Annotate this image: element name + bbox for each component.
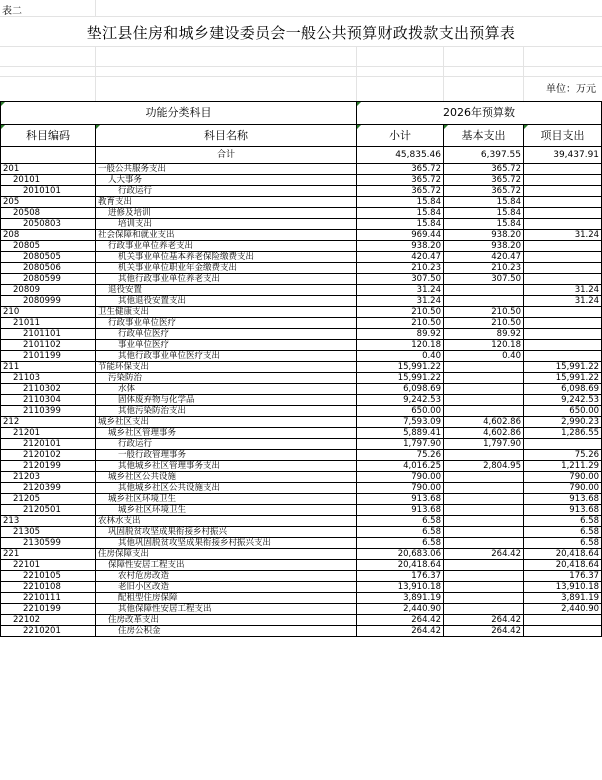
row-total: 2,440.90: [357, 604, 444, 615]
row-name: 行政事业单位医疗: [96, 318, 357, 329]
row-project: [524, 626, 602, 637]
row-total: 89.92: [357, 329, 444, 340]
row-code: 210: [1, 307, 96, 318]
total-sum: 45,835.46: [357, 147, 444, 164]
row-name: 节能环保支出: [96, 362, 357, 373]
row-total: 6.58: [357, 527, 444, 538]
row-basic: 264.42: [444, 615, 524, 626]
table-row: [1, 307, 602, 318]
row-code: 20809: [1, 285, 96, 296]
header-project: 项目支出: [524, 125, 602, 147]
row-name: 其他巩固脱贫攻坚成果衔接乡村振兴支出: [96, 538, 357, 549]
row-code: 208: [1, 230, 96, 241]
row-project: [524, 329, 602, 340]
table-row: [1, 164, 602, 175]
table-row: [1, 197, 602, 208]
header-function-category: 功能分类科目: [1, 102, 357, 125]
row-project: 790.00: [524, 483, 602, 494]
table-row: [1, 615, 602, 626]
row-name: 老旧小区改造: [96, 582, 357, 593]
row-name: 一般公共服务支出: [96, 164, 357, 175]
row-total: 420.47: [357, 252, 444, 263]
row-total: 13,910.18: [357, 582, 444, 593]
table-row: [1, 175, 602, 186]
table-row: [1, 571, 602, 582]
row-name: 其他保障性安居工程支出: [96, 604, 357, 615]
table-row: [1, 219, 602, 230]
row-name: 事业单位医疗: [96, 340, 357, 351]
header-basic: 基本支出: [444, 125, 524, 147]
row-code: 2210108: [1, 582, 96, 593]
row-project: 15,991.22: [524, 373, 602, 384]
table-row: [1, 296, 602, 307]
row-name: 其他城乡社区公共设施支出: [96, 483, 357, 494]
row-project: [524, 197, 602, 208]
row-code: 2080505: [1, 252, 96, 263]
table-row: [1, 417, 602, 428]
table-row: [1, 505, 602, 516]
row-project: [524, 175, 602, 186]
row-total: 913.68: [357, 494, 444, 505]
row-basic: [444, 395, 524, 406]
row-name: 城乡社区环境卫生: [96, 505, 357, 516]
row-code: 2210111: [1, 593, 96, 604]
row-basic: 15.84: [444, 208, 524, 219]
row-total: 650.00: [357, 406, 444, 417]
row-name: 水体: [96, 384, 357, 395]
row-code: 2050803: [1, 219, 96, 230]
row-project: 6,098.69: [524, 384, 602, 395]
row-code: 201: [1, 164, 96, 175]
row-total: 5,889.41: [357, 428, 444, 439]
row-project: 2,440.90: [524, 604, 602, 615]
row-project: [524, 241, 602, 252]
row-name: 卫生健康支出: [96, 307, 357, 318]
row-project: [524, 186, 602, 197]
table-row: [1, 494, 602, 505]
row-total: 0.40: [357, 351, 444, 362]
row-basic: [444, 285, 524, 296]
row-name: 行政单位医疗: [96, 329, 357, 340]
row-name: 机关事业单位职业年金缴费支出: [96, 263, 357, 274]
total-code-cell: [1, 147, 96, 164]
row-basic: 210.50: [444, 307, 524, 318]
table-row: [1, 439, 602, 450]
grid-line: [356, 46, 357, 101]
row-total: 264.42: [357, 626, 444, 637]
table-row: [1, 274, 602, 285]
row-code: 2110399: [1, 406, 96, 417]
row-total: 7,593.09: [357, 417, 444, 428]
row-basic: 420.47: [444, 252, 524, 263]
grid-line: [95, 0, 96, 16]
row-basic: 120.18: [444, 340, 524, 351]
header-total: 小计: [357, 125, 444, 147]
row-total: 365.72: [357, 175, 444, 186]
row-basic: 264.42: [444, 626, 524, 637]
row-code: 205: [1, 197, 96, 208]
row-code: 213: [1, 516, 96, 527]
row-total: 31.24: [357, 296, 444, 307]
table-row: [1, 450, 602, 461]
unit-label: 单位：万元: [546, 84, 596, 95]
row-project: [524, 318, 602, 329]
table-row: [1, 395, 602, 406]
row-code: 2080999: [1, 296, 96, 307]
row-project: [524, 615, 602, 626]
row-name: 城乡社区管理事务: [96, 428, 357, 439]
table-row: [1, 604, 602, 615]
row-code: 2120399: [1, 483, 96, 494]
row-basic: 307.50: [444, 274, 524, 285]
row-code: 2130599: [1, 538, 96, 549]
row-code: 2010101: [1, 186, 96, 197]
total-basic: 6,397.55: [444, 147, 524, 164]
row-name: 农林水支出: [96, 516, 357, 527]
row-code: 20508: [1, 208, 96, 219]
row-basic: [444, 450, 524, 461]
row-project: 6.58: [524, 538, 602, 549]
row-total: 307.50: [357, 274, 444, 285]
row-basic: [444, 384, 524, 395]
grid-line: [0, 66, 602, 67]
row-basic: [444, 362, 524, 373]
row-code: 2210201: [1, 626, 96, 637]
row-total: 20,418.64: [357, 560, 444, 571]
row-basic: [444, 373, 524, 384]
row-total: 1,797.90: [357, 439, 444, 450]
row-total: 365.72: [357, 186, 444, 197]
row-basic: [444, 604, 524, 615]
row-total: 9,242.53: [357, 395, 444, 406]
row-project: 13,910.18: [524, 582, 602, 593]
row-name: 住房保障支出: [96, 549, 357, 560]
row-project: [524, 164, 602, 175]
row-name: 教育支出: [96, 197, 357, 208]
table-row: [1, 593, 602, 604]
row-basic: [444, 296, 524, 307]
row-project: 9,242.53: [524, 395, 602, 406]
row-project: 3,891.19: [524, 593, 602, 604]
table-row: [1, 340, 602, 351]
row-total: 6.58: [357, 516, 444, 527]
row-project: [524, 208, 602, 219]
row-name: 行政运行: [96, 186, 357, 197]
table-row: [1, 351, 602, 362]
row-total: 210.50: [357, 318, 444, 329]
row-project: [524, 274, 602, 285]
row-total: 938.20: [357, 241, 444, 252]
row-code: 2120501: [1, 505, 96, 516]
row-basic: [444, 516, 524, 527]
row-basic: 4,602.86: [444, 417, 524, 428]
row-project: 31.24: [524, 230, 602, 241]
table-row: [1, 472, 602, 483]
row-basic: [444, 472, 524, 483]
row-basic: 2,804.95: [444, 461, 524, 472]
row-name: 进修及培训: [96, 208, 357, 219]
table-row: [1, 230, 602, 241]
row-name: 社会保障和就业支出: [96, 230, 357, 241]
row-basic: [444, 593, 524, 604]
row-total: 15.84: [357, 208, 444, 219]
row-project: 75.26: [524, 450, 602, 461]
row-project: [524, 263, 602, 274]
row-project: 650.00: [524, 406, 602, 417]
row-basic: 15.84: [444, 197, 524, 208]
row-code: 21011: [1, 318, 96, 329]
grid-line: [443, 46, 444, 101]
row-code: 21103: [1, 373, 96, 384]
row-basic: [444, 505, 524, 516]
row-code: 2120199: [1, 461, 96, 472]
row-total: 969.44: [357, 230, 444, 241]
row-project: [524, 307, 602, 318]
row-total: 6.58: [357, 538, 444, 549]
row-project: 176.37: [524, 571, 602, 582]
row-name: 人大事务: [96, 175, 357, 186]
row-code: 21305: [1, 527, 96, 538]
row-project: 20,418.64: [524, 549, 602, 560]
row-project: 31.24: [524, 285, 602, 296]
row-basic: [444, 494, 524, 505]
row-project: 15,991.22: [524, 362, 602, 373]
table-row: [1, 362, 602, 373]
table-row: [1, 560, 602, 571]
header-name: 科目名称: [96, 125, 357, 147]
row-code: 20101: [1, 175, 96, 186]
row-total: 210.50: [357, 307, 444, 318]
table-row: [1, 241, 602, 252]
row-total: 4,016.25: [357, 461, 444, 472]
table-row: [1, 208, 602, 219]
row-code: 2120102: [1, 450, 96, 461]
header-row-group: [1, 102, 602, 125]
row-project: 1,211.29: [524, 461, 602, 472]
row-name: 其他城乡社区管理事务支出: [96, 461, 357, 472]
table-row: [1, 582, 602, 593]
table-row: [1, 329, 602, 340]
row-code: 2110304: [1, 395, 96, 406]
row-code: 2101102: [1, 340, 96, 351]
grid-line: [0, 76, 602, 77]
row-project: 6.58: [524, 527, 602, 538]
row-basic: 4,602.86: [444, 428, 524, 439]
row-project: [524, 439, 602, 450]
table-row: [1, 538, 602, 549]
row-name: 一般行政管理事务: [96, 450, 357, 461]
row-basic: [444, 527, 524, 538]
row-basic: [444, 406, 524, 417]
table-row: [1, 428, 602, 439]
page-title: 垫江县住房和城乡建设委员会一般公共预算财政拨款支出预算表: [86, 24, 516, 42]
row-code: 2101199: [1, 351, 96, 362]
row-code: 2101101: [1, 329, 96, 340]
row-basic: 938.20: [444, 230, 524, 241]
header-code: 科目编码: [1, 125, 96, 147]
row-name: 城乡社区支出: [96, 417, 357, 428]
row-project: 1,286.55: [524, 428, 602, 439]
table-row: [1, 406, 602, 417]
table-row: [1, 516, 602, 527]
row-total: 6,098.69: [357, 384, 444, 395]
total-project: 39,437.91: [524, 147, 602, 164]
row-basic: 210.23: [444, 263, 524, 274]
table-row: [1, 483, 602, 494]
table-row: [1, 263, 602, 274]
row-code: 2080599: [1, 274, 96, 285]
row-total: 264.42: [357, 615, 444, 626]
grid-line: [0, 46, 602, 47]
row-name: 培训支出: [96, 219, 357, 230]
row-name: 行政运行: [96, 439, 357, 450]
row-project: [524, 252, 602, 263]
row-name: 行政事业单位养老支出: [96, 241, 357, 252]
row-total: 365.72: [357, 164, 444, 175]
row-name: 城乡社区公共设施: [96, 472, 357, 483]
row-basic: 365.72: [444, 175, 524, 186]
row-code: 2210199: [1, 604, 96, 615]
row-code: 2210105: [1, 571, 96, 582]
row-total: 790.00: [357, 472, 444, 483]
row-code: 21203: [1, 472, 96, 483]
row-name: 配租型住房保障: [96, 593, 357, 604]
total-row: [1, 147, 602, 164]
table-row: [1, 626, 602, 637]
row-name: 农村危房改造: [96, 571, 357, 582]
row-project: 6.58: [524, 516, 602, 527]
table-row: [1, 549, 602, 560]
row-total: 20,683.06: [357, 549, 444, 560]
row-code: 2080506: [1, 263, 96, 274]
row-name: 住房改革支出: [96, 615, 357, 626]
row-project: [524, 351, 602, 362]
row-name: 城乡社区环境卫生: [96, 494, 357, 505]
row-total: 913.68: [357, 505, 444, 516]
row-project: 913.68: [524, 505, 602, 516]
total-label: 合计: [96, 147, 357, 164]
table-row: [1, 384, 602, 395]
row-name: 其他污染防治支出: [96, 406, 357, 417]
row-basic: [444, 582, 524, 593]
row-total: 15.84: [357, 219, 444, 230]
row-basic: [444, 571, 524, 582]
row-name: 污染防治: [96, 373, 357, 384]
sheet-tag: 表二: [2, 6, 22, 17]
row-total: 120.18: [357, 340, 444, 351]
row-basic: 210.50: [444, 318, 524, 329]
row-project: 2,990.23: [524, 417, 602, 428]
grid-line: [0, 16, 602, 17]
row-code: 22102: [1, 615, 96, 626]
row-basic: [444, 483, 524, 494]
table-row: [1, 252, 602, 263]
row-project: [524, 219, 602, 230]
row-name: 其他行政事业单位医疗支出: [96, 351, 357, 362]
row-basic: 0.40: [444, 351, 524, 362]
row-basic: 365.72: [444, 164, 524, 175]
row-basic: 365.72: [444, 186, 524, 197]
header-budget-year: 2026年预算数: [357, 102, 602, 125]
row-total: 15,991.22: [357, 362, 444, 373]
row-basic: 1,797.90: [444, 439, 524, 450]
row-code: 221: [1, 549, 96, 560]
row-total: 790.00: [357, 483, 444, 494]
grid-line: [523, 46, 524, 101]
row-name: 保障性安居工程支出: [96, 560, 357, 571]
row-name: 退役安置: [96, 285, 357, 296]
row-basic: [444, 560, 524, 571]
row-total: 3,891.19: [357, 593, 444, 604]
row-code: 212: [1, 417, 96, 428]
row-code: 21205: [1, 494, 96, 505]
row-basic: 89.92: [444, 329, 524, 340]
row-project: 790.00: [524, 472, 602, 483]
row-basic: [444, 538, 524, 549]
row-total: 15,991.22: [357, 373, 444, 384]
row-basic: 264.42: [444, 549, 524, 560]
row-total: 176.37: [357, 571, 444, 582]
header-row-columns: [1, 125, 602, 147]
row-total: 210.23: [357, 263, 444, 274]
row-basic: 938.20: [444, 241, 524, 252]
grid-line: [95, 46, 96, 101]
row-name: 其他行政事业单位养老支出: [96, 274, 357, 285]
row-name: 巩固脱贫攻坚成果衔接乡村振兴: [96, 527, 357, 538]
row-project: 31.24: [524, 296, 602, 307]
row-basic: 15.84: [444, 219, 524, 230]
row-total: 31.24: [357, 285, 444, 296]
row-code: 2120101: [1, 439, 96, 450]
budget-table: [0, 101, 602, 637]
table-row: [1, 373, 602, 384]
table-row: [1, 318, 602, 329]
row-code: 20805: [1, 241, 96, 252]
row-project: 913.68: [524, 494, 602, 505]
row-name: 住房公积金: [96, 626, 357, 637]
table-row: [1, 285, 602, 296]
row-name: 其他退役安置支出: [96, 296, 357, 307]
row-total: 15.84: [357, 197, 444, 208]
row-code: 2110302: [1, 384, 96, 395]
table-row: [1, 527, 602, 538]
table-row: [1, 461, 602, 472]
row-name: 固体废弃物与化学品: [96, 395, 357, 406]
row-code: 211: [1, 362, 96, 373]
row-code: 22101: [1, 560, 96, 571]
row-project: 20,418.64: [524, 560, 602, 571]
row-code: 21201: [1, 428, 96, 439]
row-project: [524, 340, 602, 351]
row-name: 机关事业单位基本养老保险缴费支出: [96, 252, 357, 263]
row-total: 75.26: [357, 450, 444, 461]
table-row: [1, 186, 602, 197]
